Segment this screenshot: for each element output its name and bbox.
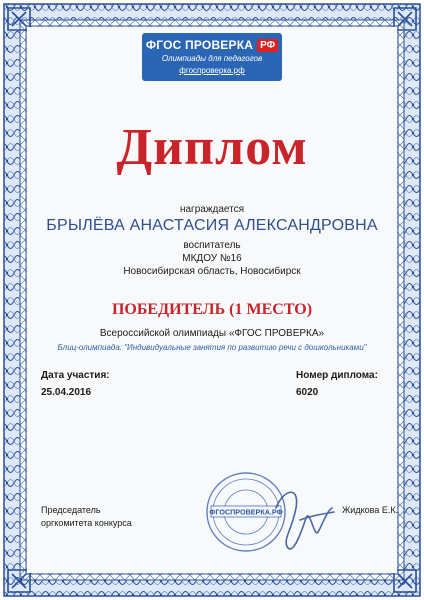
olympiad-name: Всероссийской олимпиады «ФГОС ПРОВЕРКА» [99, 328, 325, 339]
date-value: 25.04.2016 [41, 387, 92, 398]
brand-url[interactable]: фгоспроверка.рф [179, 66, 245, 75]
diploma-title: Диплом [116, 119, 308, 176]
brand-name: ФГОС ПРОВЕРКА [145, 38, 254, 52]
recipient-position: воспитатель [183, 240, 241, 251]
chair-line2: оргкомитета конкурса [41, 518, 132, 528]
stamp-text: ФГОСПРОВЕРКА.РФ [209, 507, 283, 517]
result-title: ПОБЕДИТЕЛЬ (1 МЕСТО) [111, 301, 313, 318]
signer-name: Жидкова Е.К. [342, 505, 399, 515]
recipient-name: БРЫЛЁВА АНАСТАСИЯ АЛЕКСАНДРОВНА [46, 217, 378, 234]
recipient-region: Новосибирская область, Новосибирск [123, 266, 301, 277]
signature [270, 478, 338, 558]
recipient-organization: МКДОУ №16 [182, 253, 242, 264]
chair-title [41, 504, 132, 530]
brand-subtitle: Олимпиады для педагогов [161, 54, 263, 63]
brand-badge [142, 33, 282, 81]
brand-suffix: РФ [257, 39, 278, 52]
diploma-number-value: 6020 [296, 387, 319, 398]
blitz-topic: Блиц-олимпиада: "Индивидуальные занятия по развитию речи с дошкольниками" [57, 343, 367, 352]
date-label: Дата участия: [41, 370, 110, 381]
chair-line1: Председатель [41, 505, 101, 515]
diploma-number-label: Номер диплома: [296, 370, 378, 381]
awarded-label: награждается [179, 204, 245, 215]
